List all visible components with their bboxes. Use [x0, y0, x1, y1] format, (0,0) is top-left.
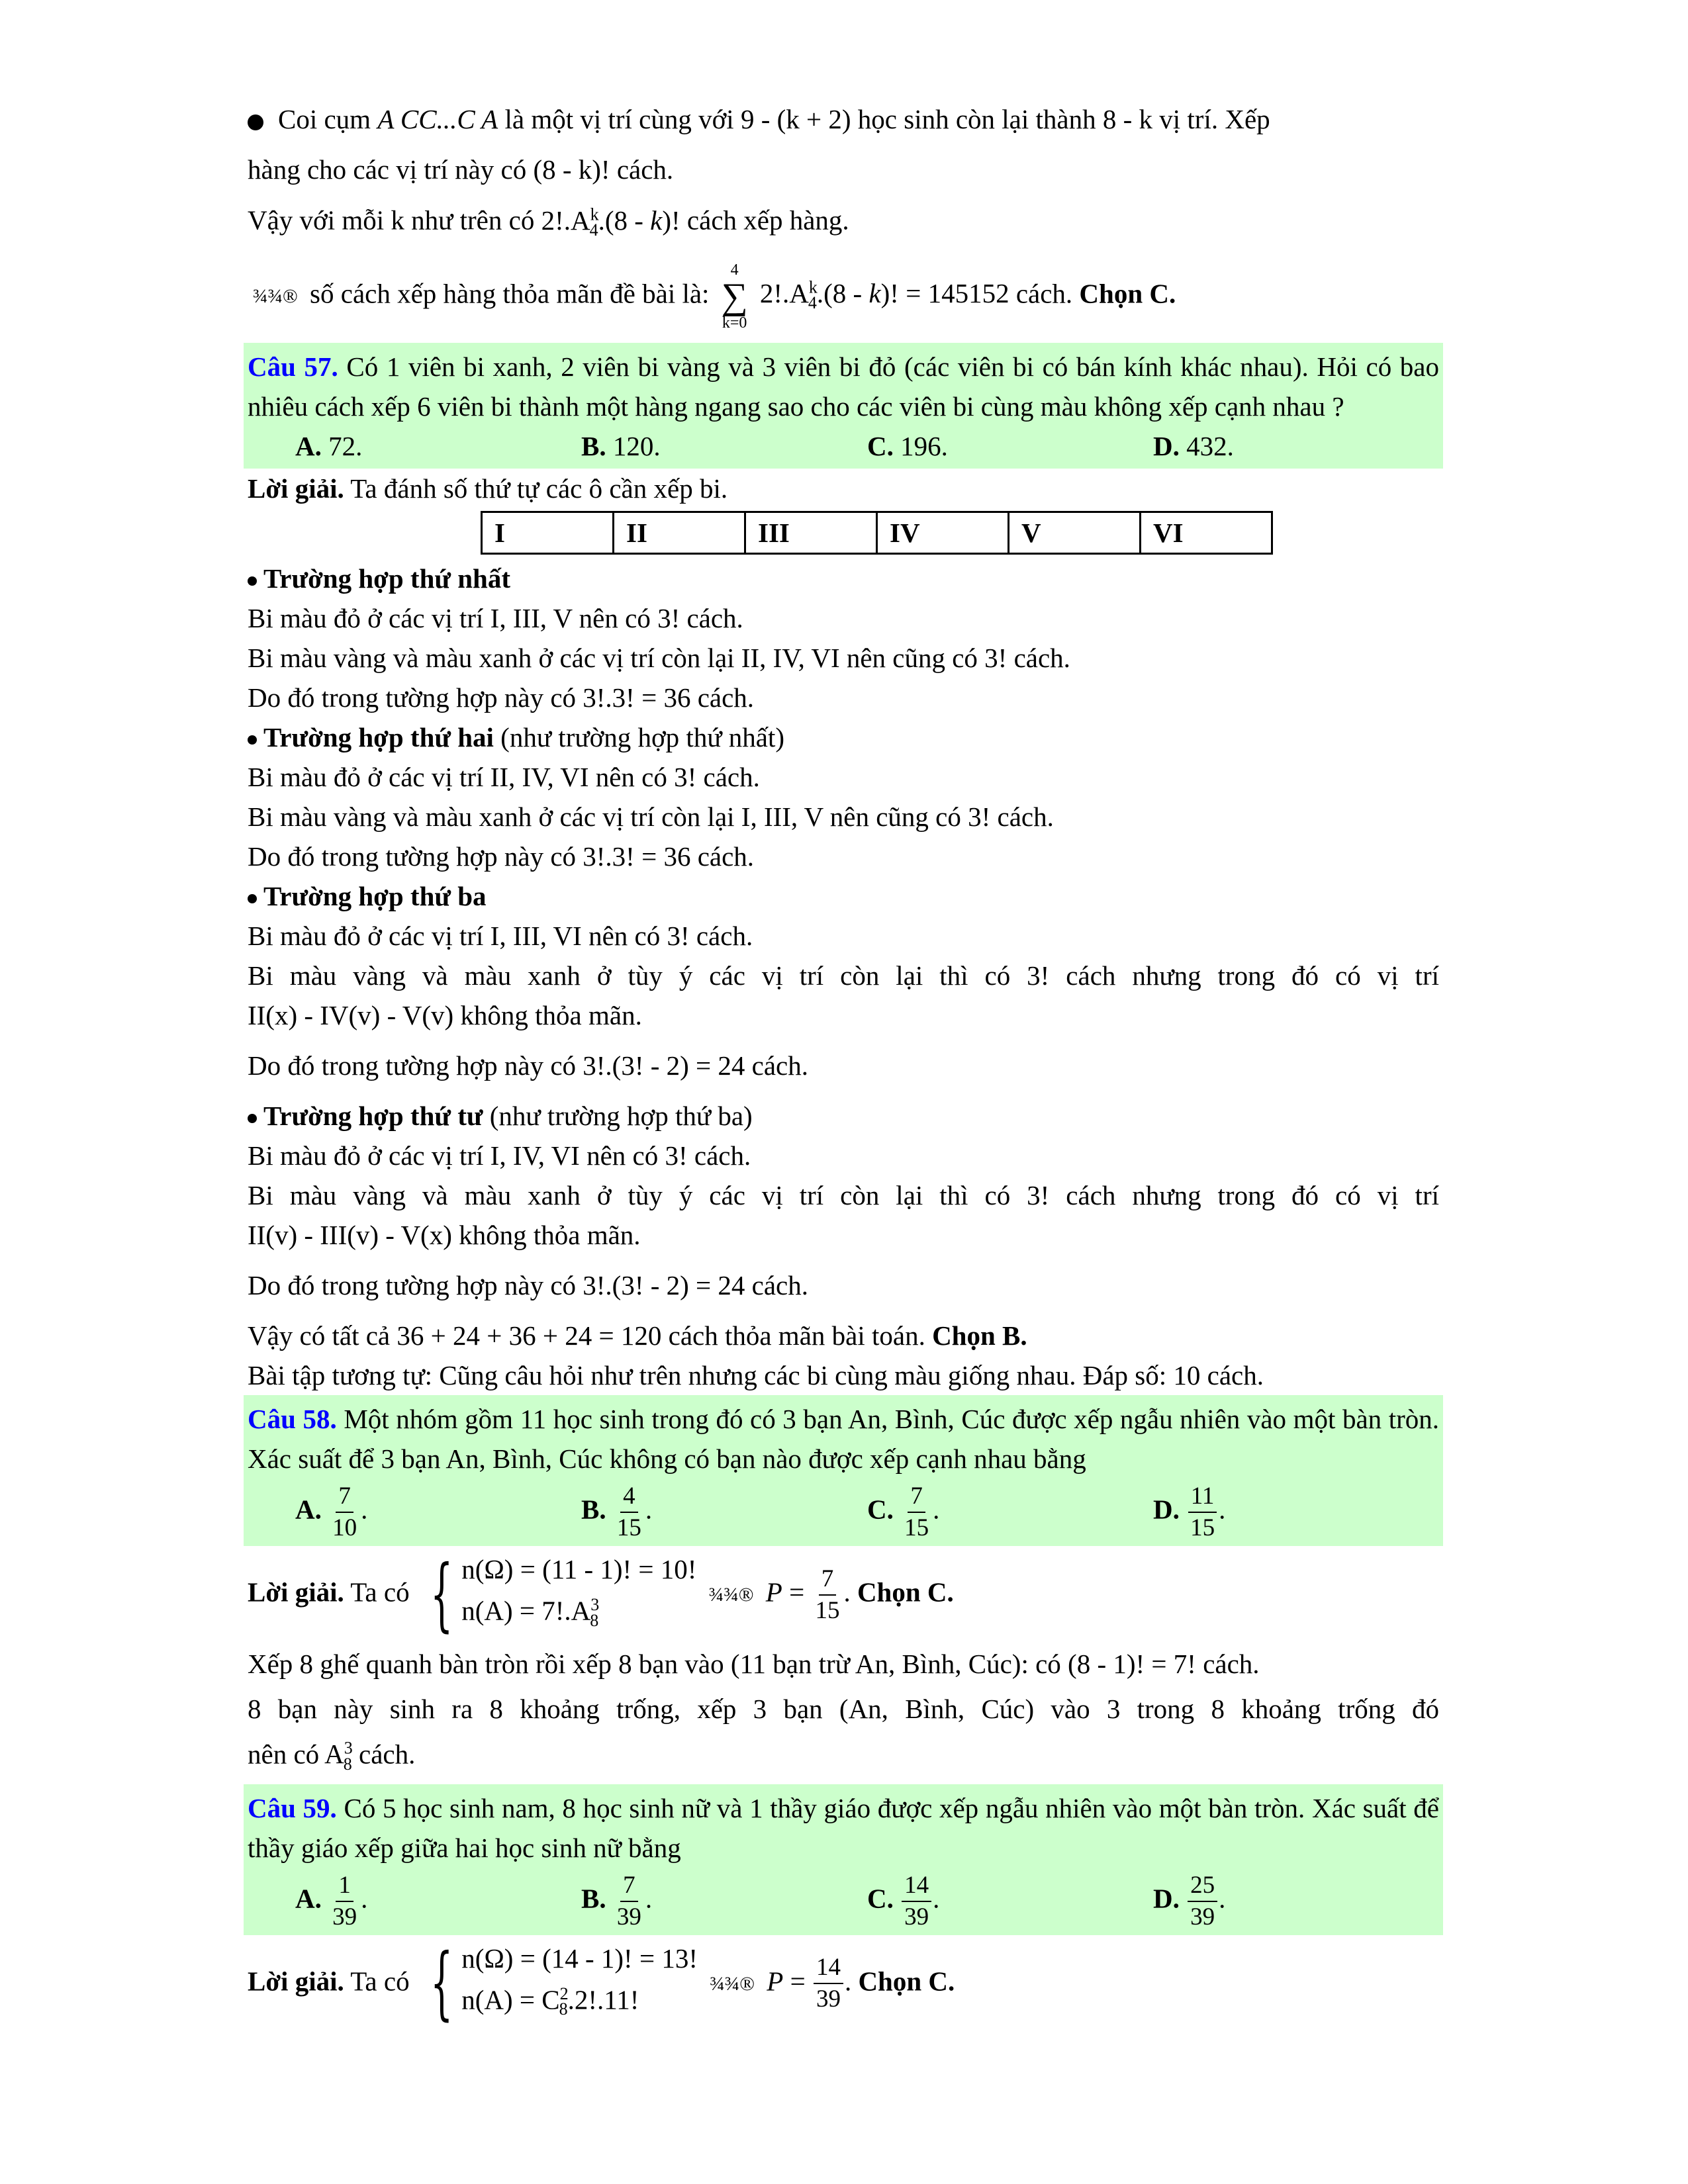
question-59-choices — [295, 1870, 1439, 1933]
paragraph: Bi màu đỏ ở các vị trí I, III, V nên có 3! cách. — [248, 602, 743, 633]
question-label: Câu 58. — [248, 1403, 337, 1434]
solution-58: Lời giải. Ta có { n(Ω) = (11 - 1)! = 10! $n(A) = 7!.A^3_8$ ¾¾® P = $\frac{7}{15}$ . Chọn C. — [248, 1548, 954, 1641]
math-expression: $2!.A^k_4.(8 - k)$! — [541, 205, 680, 240]
question-58-text — [248, 1399, 1439, 1479]
case-heading: Trường hợp thứ nhất — [248, 559, 1439, 598]
table-cell: IV — [877, 512, 1009, 553]
choice-a: A. 72. — [295, 430, 363, 461]
table-cell: III — [745, 512, 877, 553]
choice-c: C. $\frac{7}{15}$ . — [867, 1482, 940, 1541]
paragraph: Bi màu đỏ ở các vị trí I, IV, VI nên có 3! cách. — [248, 1140, 751, 1171]
text: cách. — [1015, 278, 1073, 309]
paragraph: Bi màu vàng và màu xanh ở tùy ý các vị trí còn lại thì có 3! cách nhưng trong đó có vị trí — [248, 960, 1439, 991]
question-label: Câu 57. — [248, 351, 338, 382]
paragraph: Bi màu vàng và màu xanh ở các vị trí còn lại II, IV, VI nên cũng có 3! cách. — [248, 642, 1070, 673]
choice-d: D. $\frac{11}{15}$ . — [1153, 1482, 1226, 1541]
math-expression: $2!.A^k_4.(8 - k)$! = 145152 — [759, 277, 1009, 313]
paragraph: Bi màu đỏ ở các vị trí I, III, VI nên có 3! cách. — [248, 920, 753, 951]
paragraph: II(v) - III(v) - V(x) không thỏa mãn. — [248, 1219, 641, 1250]
math-expression: (8 - k)! — [533, 154, 610, 185]
position-table — [481, 511, 1273, 555]
choice-c: C. $\frac{14}{39}$ . — [867, 1871, 940, 1931]
paragraph: Bi màu đỏ ở các vị trí II, IV, VI nên có 3! cách. — [248, 761, 760, 792]
text: học sinh còn lại thành — [857, 104, 1096, 134]
paragraph: Bi màu vàng và màu xanh ở tùy ý các vị trí còn lại thì có 3! cách nhưng trong đó có vị trí — [248, 1179, 1439, 1210]
paragraph: nên có $A^3_8$ cách. — [248, 1738, 416, 1774]
choice-b: B. $\frac{7}{39}$ . — [581, 1871, 653, 1931]
math-expression: 8 - k — [1102, 104, 1153, 134]
text: Vậy với mỗi k như trên có — [248, 205, 535, 236]
choice-b: B. 120. — [581, 430, 661, 461]
text: Coi cụm — [278, 104, 371, 134]
question-59-box — [244, 1784, 1443, 1935]
text: vị trí. Xếp — [1159, 104, 1270, 134]
equation-system: { n(Ω) = (14 - 1)! = 13! $n(A) = C^2_8.2!.11$! — [430, 1937, 698, 2030]
text: cách xếp hàng. — [686, 205, 849, 236]
paragraph — [248, 195, 1439, 250]
table-cell: I — [482, 512, 614, 553]
question-text: Có 1 viên bi xanh, 2 viên bi vàng và 3 viên bi đỏ (các viên bi có bán kính khác nhau). Hỏi có bao nhiêu cách xếp 6 viên bi thành một hàng ngang sao cho các viên bi cùng màu không xếp cạnh nhau ? — [248, 351, 1439, 422]
paragraph: Bài tập tương tự: Cũng câu hỏi như trên nhưng các bi cùng màu giống nhau. Đáp số: 10 cách. — [248, 1359, 1264, 1390]
implies-arrow-icon: ¾¾® — [253, 285, 298, 308]
solution-57-intro: Lời giải. Ta đánh số thứ tự các ô cần xếp bi. — [248, 473, 728, 504]
implies-arrow-icon: ¾¾® — [710, 1972, 755, 1995]
paragraph-conclusion — [248, 261, 1439, 332]
math-expression: 9 - (k + 2) — [740, 104, 851, 134]
choice-c: C. 196. — [867, 430, 948, 461]
choice-a: A. $\frac{7}{10}$ . — [295, 1482, 368, 1541]
question-57-choices — [295, 426, 1439, 466]
summation-symbol: 4 ∑ k=0 — [721, 261, 748, 332]
choice-a: A. $\frac{1}{39}$ . — [295, 1871, 368, 1931]
table-cell: VI — [1141, 512, 1272, 553]
equation-system: { n(Ω) = (11 - 1)! = 10! $n(A) = 7!.A^3_8$ — [430, 1548, 697, 1641]
paragraph: Do đó trong tường hợp này có 3!.(3! - 2) = 24 cách. — [248, 1269, 809, 1300]
paragraph-conclusion: Vậy có tất cả 36 + 24 + 36 + 24 = 120 cách thỏa mãn bài toán. Chọn B. — [248, 1320, 1027, 1351]
paragraph: Xếp 8 ghế quanh bàn tròn rồi xếp 8 bạn vào (11 bạn trừ An, Bình, Cúc): có (8 - 1)! = 7! cách. — [248, 1648, 1260, 1679]
question-text: Một nhóm gồm 11 học sinh trong đó có 3 bạn An, Bình, Cúc được xếp ngẫu nhiên vào một bàn tròn. Xác suất để 3 bạn An, Bình, Cúc không có bạn nào được xếp cạnh nhau bằng — [248, 1403, 1440, 1474]
implies-arrow-icon: ¾¾® — [708, 1584, 754, 1606]
question-59-text — [248, 1788, 1439, 1868]
choice-d: D. $\frac{25}{39}$ . — [1153, 1871, 1226, 1931]
page-content — [248, 99, 1440, 2030]
table-cell: V — [1009, 512, 1141, 553]
bullet-icon — [248, 114, 263, 130]
paragraph: Do đó trong tường hợp này có 3!.(3! - 2) = 24 cách. — [248, 1050, 809, 1081]
choice-b: B. $\frac{4}{15}$ . — [581, 1482, 653, 1541]
paragraph-bullet-intro — [248, 99, 1439, 139]
paragraph: II(x) - IV(v) - V(v) không thỏa mãn. — [248, 999, 642, 1030]
question-57-box — [244, 343, 1443, 469]
question-label: Câu 59. — [248, 1792, 337, 1823]
table-cell: II — [614, 512, 745, 553]
case-heading: Trường hợp thứ ba — [248, 876, 1439, 916]
choice-d: D. 432. — [1153, 430, 1234, 461]
text: số cách xếp hàng thỏa mãn đề bài là: — [310, 278, 710, 309]
text: cách. — [610, 154, 674, 185]
question-58-box — [244, 1395, 1443, 1546]
case-heading: Trường hợp thứ hai (như trường hợp thứ nhất) — [248, 717, 1439, 757]
text: hàng cho các vị trí này có — [248, 154, 534, 185]
question-58-choices — [295, 1481, 1439, 1543]
solution-59: Lời giải. Ta có { n(Ω) = (14 - 1)! = 13! $n(A) = C^2_8.2!.11$! ¾¾® P = $\frac{14}{39}$ . Chọn C. — [248, 1937, 955, 2030]
paragraph: Do đó trong tường hợp này có 3!.3! = 36 cách. — [248, 841, 755, 872]
case-heading: Trường hợp thứ tư (như trường hợp thứ ba) — [248, 1096, 1439, 1136]
paragraph — [248, 150, 1439, 189]
text: là một vị trí cùng với — [504, 104, 734, 134]
paragraph: Bi màu vàng và màu xanh ở các vị trí còn lại I, III, V nên cũng có 3! cách. — [248, 801, 1054, 832]
math-expression: A CC...C A — [377, 104, 498, 134]
answer-label: Chọn C. — [1079, 278, 1176, 309]
paragraph: Do đó trong tường hợp này có 3!.3! = 36 cách. — [248, 682, 755, 713]
paragraph: 8 bạn này sinh ra 8 khoảng trống, xếp 3 bạn (An, Bình, Cúc) vào 3 trong 8 khoảng trống đó — [248, 1693, 1439, 1724]
question-57-text — [248, 347, 1439, 426]
question-text: Có 5 học sinh nam, 8 học sinh nữ và 1 thầy giáo được xếp ngẫu nhiên vào một bàn tròn. Xác suất để thầy giáo xếp giữa hai học sinh nữ bằng — [248, 1792, 1439, 1863]
